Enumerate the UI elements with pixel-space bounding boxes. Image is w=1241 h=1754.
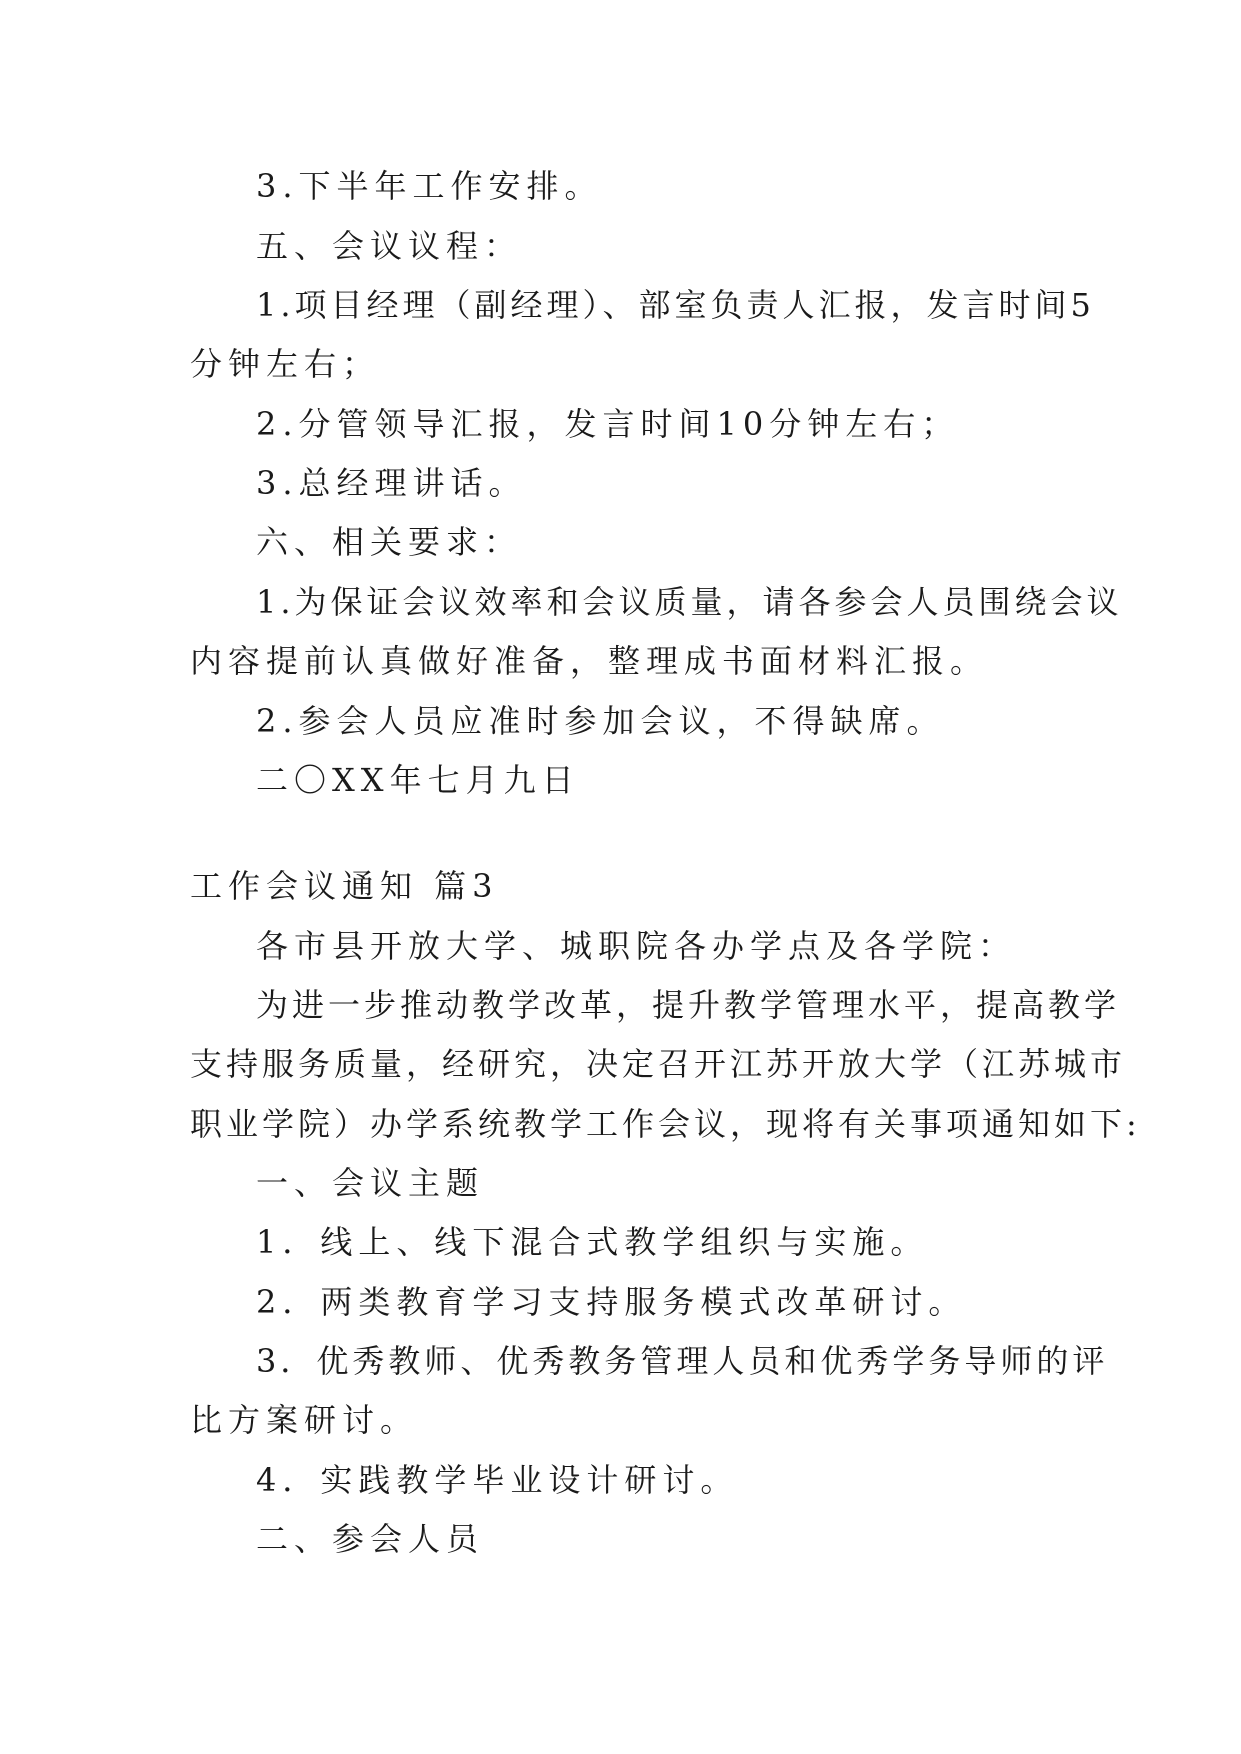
theme-item-3-cont: 比方案研讨。 bbox=[190, 1401, 419, 1439]
notice-title: 工作会议通知 篇3 bbox=[190, 867, 499, 905]
section-heading-requirements: 六、相关要求： bbox=[256, 523, 523, 561]
section-heading-agenda: 五、会议议程： bbox=[256, 227, 523, 265]
notice-body-line-2: 支持服务质量，经研究，决定召开江苏开放大学（江苏城市 bbox=[190, 1045, 1127, 1083]
section-heading-participants: 二、参会人员 bbox=[256, 1520, 485, 1558]
agenda-step-1: 1.项目经理（副经理）、部室负责人汇报，发言时间5 bbox=[256, 286, 1095, 324]
theme-item-4: 4．实践教学毕业设计研讨。 bbox=[256, 1461, 739, 1499]
agenda-item-3: 3.下半年工作安排。 bbox=[256, 167, 603, 205]
theme-item-1: 1．线上、线下混合式教学组织与实施。 bbox=[256, 1223, 929, 1261]
notice-recipients: 各市县开放大学、城职院各办学点及各学院： bbox=[256, 927, 1017, 965]
requirement-2: 2.参会人员应准时参加会议，不得缺席。 bbox=[256, 702, 945, 740]
agenda-step-3: 3.总经理讲话。 bbox=[256, 464, 527, 502]
section-heading-theme: 一、会议主题 bbox=[256, 1164, 485, 1202]
notice-date: 二〇XX年七月九日 bbox=[256, 761, 580, 799]
theme-item-3: 3．优秀教师、优秀教务管理人员和优秀学务导师的评 bbox=[256, 1342, 1109, 1380]
agenda-step-1-cont: 分钟左右； bbox=[190, 345, 381, 383]
requirement-1: 1.为保证会议效率和会议质量，请各参会人员围绕会议 bbox=[256, 583, 1123, 621]
theme-item-2: 2．两类教育学习支持服务模式改革研讨。 bbox=[256, 1283, 967, 1321]
requirement-1-cont: 内容提前认真做好准备，整理成书面材料汇报。 bbox=[190, 642, 989, 680]
notice-body-line-1: 为进一步推动教学改革，提升教学管理水平，提高教学 bbox=[256, 986, 1121, 1024]
agenda-step-2: 2.分管领导汇报，发言时间10分钟左右； bbox=[256, 405, 960, 443]
notice-body-line-3: 职业学院）办学系统教学工作会议，现将有关事项通知如下: bbox=[190, 1105, 1141, 1143]
